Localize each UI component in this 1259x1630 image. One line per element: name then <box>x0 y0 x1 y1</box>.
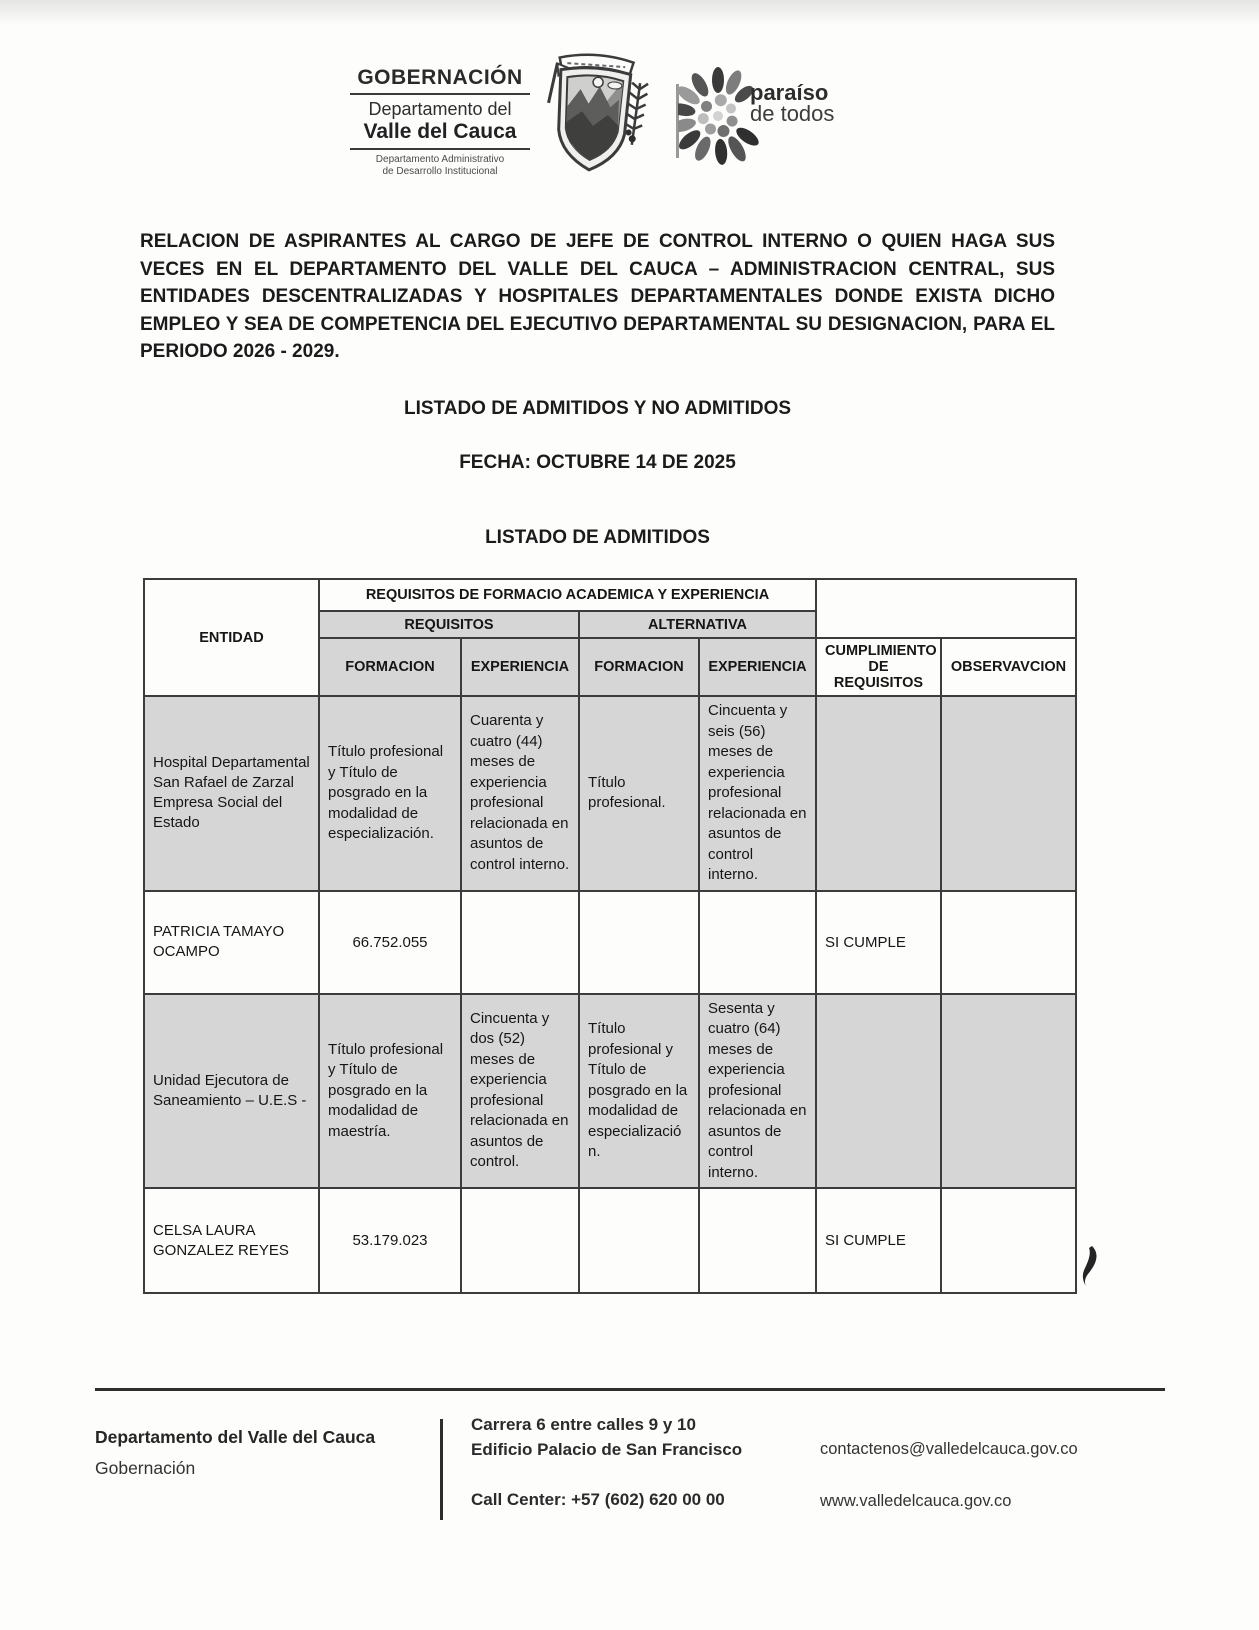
cell-alt-experiencia <box>699 1188 816 1293</box>
table-title: LISTADO DE ADMITIDOS <box>485 527 710 548</box>
col-header-req-experiencia: EXPERIENCIA <box>461 638 579 696</box>
cell-req-formacion: Título profesional y Título de posgrado en la modalidad de maestría. <box>319 994 461 1189</box>
department-crest-logo <box>534 46 652 183</box>
header-empty-corner <box>816 579 1076 638</box>
date-line: FECHA: OCTUBRE 14 DE 2025 <box>459 452 736 473</box>
cell-alt-formacion: Título profesional. <box>579 696 699 891</box>
wordmark-rule-2 <box>350 148 530 150</box>
footer-address-line2: Edificio Palacio de San Francisco <box>471 1440 743 1459</box>
cell-observacion <box>941 696 1076 891</box>
document-title-paragraph: RELACION DE ASPIRANTES AL CARGO DE JEFE DE CONTROL INTERNO O QUIEN HAGA SUS VECES EN EL DEPARTAMENTO DEL VALLE DEL CAUCA – ADMINISTRACION CENTRAL, SUS ENTIDADES DESCENTRALIZADAS Y HOSPITALES DEPARTAMENTALES DONDE EXISTA DICHO EMPLEO Y SEA DE COMPETENCIA DEL EJECUTIVO DEPARTAMENTAL SU DESIGNACION, PARA EL PERIODO 2026 - 2029. <box>140 231 1055 362</box>
footer-email: contactenos@valledelcauca.gov.co <box>820 1440 1078 1458</box>
col-header-observacion: OBSERVAVCION <box>941 638 1076 696</box>
letterhead <box>0 0 1259 200</box>
governorate-wordmark <box>348 66 532 178</box>
cell-entidad: PATRICIA TAMAYO OCAMPO <box>144 891 319 994</box>
handwritten-ink-mark <box>1078 1244 1104 1293</box>
footer-divider-line <box>95 1388 1165 1391</box>
cell-alt-formacion <box>579 1188 699 1293</box>
subtitle-listado-admitidos-no-admitidos: LISTADO DE ADMITIDOS Y NO ADMITIDOS <box>403 398 792 419</box>
cell-observacion <box>941 891 1076 994</box>
cell-cumplimiento <box>816 994 941 1189</box>
cell-req-experiencia: Cincuenta y dos (52) meses de experiencia profesional relacionada en asuntos de control. <box>461 994 579 1189</box>
cell-cumplimiento <box>816 696 941 891</box>
col-header-alt-experiencia: EXPERIENCIA <box>699 638 816 696</box>
col-header-req-formacion: FORMACION <box>319 638 461 696</box>
cell-id-number: 66.752.055 <box>319 891 461 994</box>
footer-website: www.valledelcauca.gov.co <box>820 1492 1012 1510</box>
col-header-alternativa: ALTERNATIVA <box>579 611 816 638</box>
cell-entidad: Hospital Departamental San Rafael de Zarzal Empresa Social del Estado <box>144 696 319 891</box>
cell-entidad: CELSA LAURA GONZALEZ REYES <box>144 1188 319 1293</box>
cell-req-experiencia <box>461 1188 579 1293</box>
cell-cumplimiento: SI CUMPLE <box>816 891 941 994</box>
cell-req-formacion: Título profesional y Título de posgrado en la modalidad de especialización. <box>319 696 461 891</box>
slogan <box>750 82 834 124</box>
cell-id-number: 53.179.023 <box>319 1188 461 1293</box>
col-header-alt-formacion: FORMACION <box>579 638 699 696</box>
wordmark-rule <box>350 93 530 95</box>
footer-department-name: Departamento del Valle del Cauca <box>95 1427 376 1447</box>
slogan-line2: de todos <box>750 101 835 126</box>
table-row-celsa-gonzalez <box>144 1188 1076 1293</box>
col-header-cumplimiento: CUMPLIMIENTO DE REQUISITOS <box>816 638 941 696</box>
cell-cumplimiento: SI CUMPLE <box>816 1188 941 1293</box>
dept-admin-line1: Departamento Administrativo <box>375 154 505 165</box>
cell-alt-experiencia <box>699 891 816 994</box>
table-row-unidad-ejecutora <box>144 994 1076 1189</box>
footer-vertical-divider <box>440 1419 443 1520</box>
cell-req-experiencia <box>461 891 579 994</box>
table-row-patricia-tamayo <box>144 891 1076 994</box>
dept-admin-line2: de Desarrollo Institucional <box>382 166 498 177</box>
footer-address-line1: Carrera 6 entre calles 9 y 10 <box>471 1415 696 1434</box>
cell-alt-formacion: Título profesional y Título de posgrado en la modalidad de especializació n. <box>579 994 699 1189</box>
cell-entidad: Unidad Ejecutora de Saneamiento – U.E.S - <box>144 994 319 1189</box>
table-row-hospital-zarzal <box>144 696 1076 891</box>
admitted-candidates-table <box>143 578 1077 1294</box>
org-line2: Departamento del <box>368 99 512 119</box>
footer-governorate: Gobernación <box>95 1458 196 1478</box>
cell-observacion <box>941 1188 1076 1293</box>
cell-alt-experiencia: Cincuenta y seis (56) meses de experiencia profesional relacionada en asuntos de control interno. <box>699 696 816 891</box>
cell-alt-formacion <box>579 891 699 994</box>
col-header-top-span: REQUISITOS DE FORMACIO ACADEMICA Y EXPERIENCIA <box>319 579 816 611</box>
cell-req-experiencia: Cuarenta y cuatro (44) meses de experiencia profesional relacionada en asuntos de control interno. <box>461 696 579 891</box>
org-line3: Valle del Cauca <box>363 120 517 143</box>
cell-alt-experiencia: Sesenta y cuatro (64) meses de experiencia profesional relacionada en asuntos de control interno. <box>699 994 816 1189</box>
col-header-entidad: ENTIDAD <box>144 579 319 696</box>
cell-observacion <box>941 994 1076 1189</box>
org-name: GOBERNACIÓN <box>357 66 523 89</box>
col-header-requisitos: REQUISITOS <box>319 611 579 638</box>
slogan-line1: paraíso <box>750 80 829 105</box>
footer-call-center: Call Center: +57 (602) 620 00 00 <box>471 1490 725 1509</box>
